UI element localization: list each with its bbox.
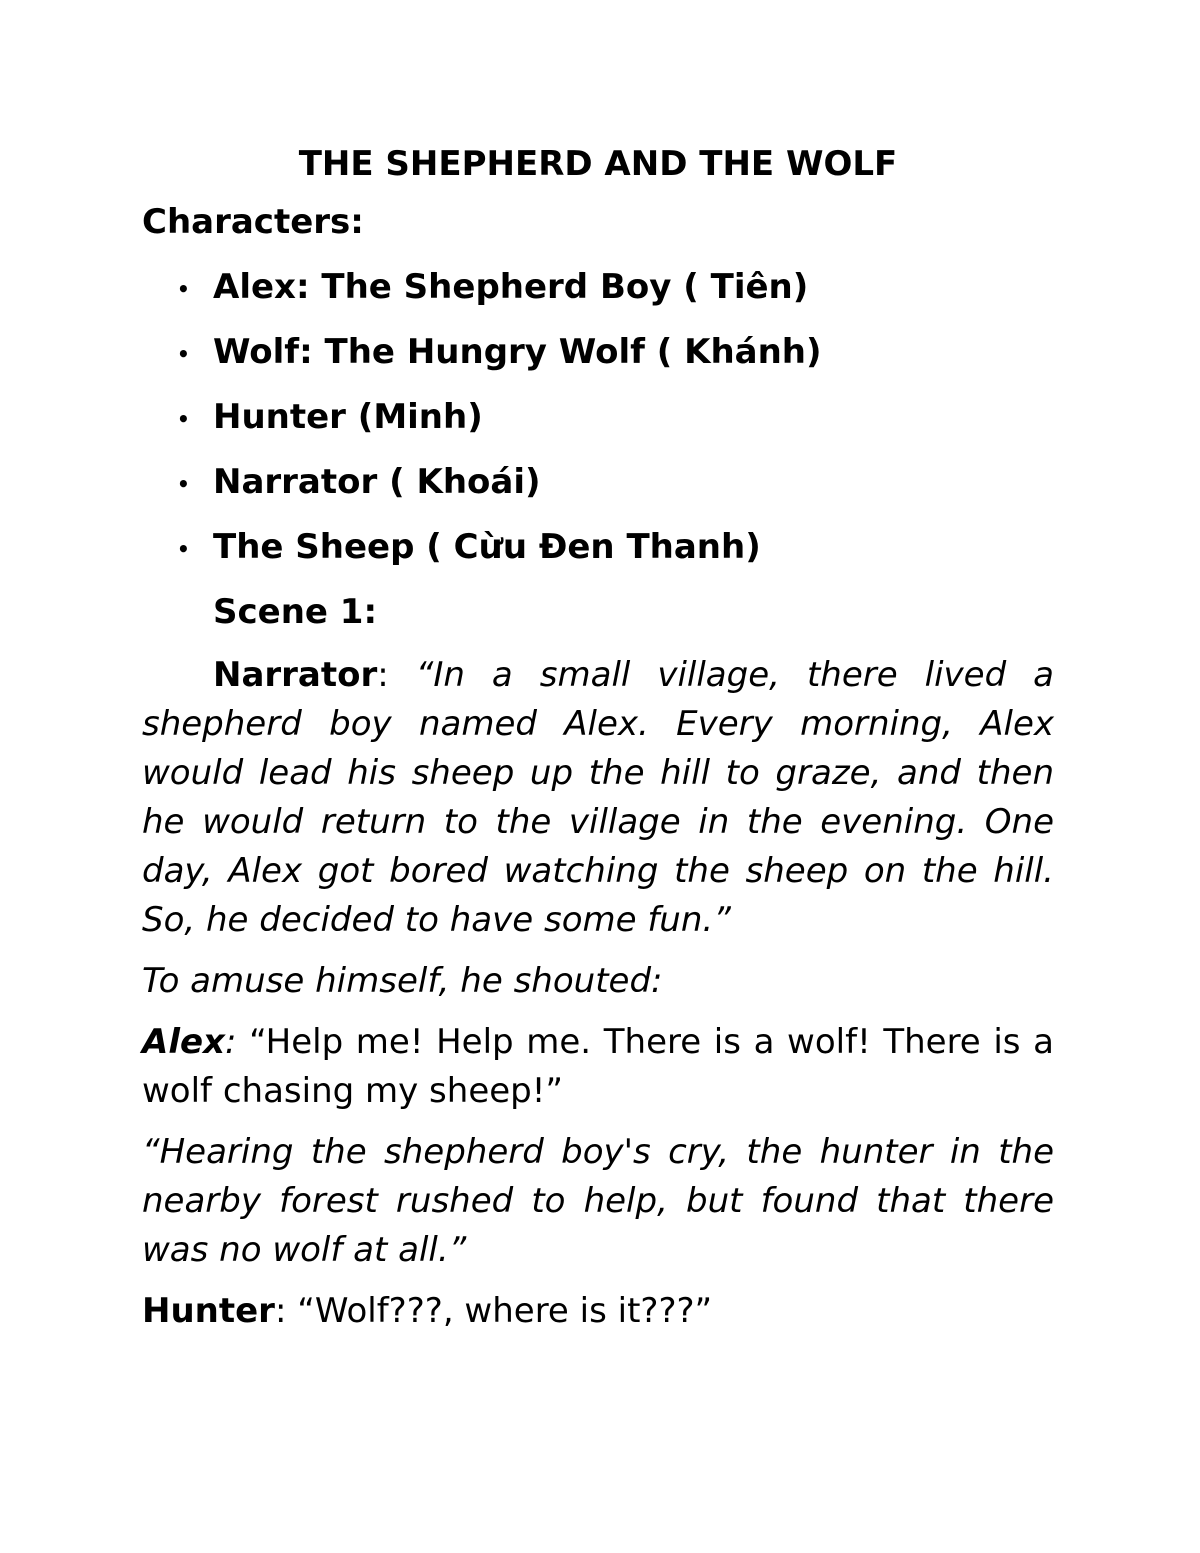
narration-paragraph: “Hearing the shepherd boy's cry, the hunter in the nearby forest rushed to help, but found that there was no wolf at all.” [142,1132,1054,1270]
scene-heading: Scene 1: [213,592,378,632]
alex-paragraph: Alex: “Help me! Help me. There is a wolf! There is a wolf chasing my sheep!” [142,1022,1055,1111]
list-item: • Narrator ( Khoái) [142,456,1054,508]
narrator-paragraph: Narrator: “In a small village, there lived a shepherd boy named Alex. Every morning, Alex would lead his sheep up the hill to graze, and then he would return to the village in the evening. One day, Alex got bored watching the sheep on the hill. So, he decided to have some fun.” [142,655,1055,940]
characters-heading: Characters: [142,202,364,242]
bullet-icon: • [177,277,190,301]
bullet-icon: • [177,537,190,561]
bullet-icon: • [177,342,190,366]
speaker-name: Narrator [213,655,378,695]
bullet-icon: • [177,407,190,431]
list-item: • Wolf: The Hungry Wolf ( Khánh) [142,326,1054,378]
dialogue-text: “Wolf???, where is it???” [297,1291,713,1331]
document-page [142,138,1054,1348]
list-item: • Hunter (Minh) [142,391,1054,443]
document-title: THE SHEPHERD AND THE WOLF [298,144,898,184]
speaker-name: Hunter [142,1291,275,1331]
hunter-paragraph: Hunter: “Wolf???, where is it???” [142,1291,713,1331]
bullet-icon: • [177,472,190,496]
list-item: • The Sheep ( Cừu Đen Thanh) [142,521,1054,573]
list-item: • Alex: The Shepherd Boy ( Tiên) [142,261,1054,313]
stage-direction: To amuse himself, he shouted: [142,961,663,1001]
speaker-name: Alex [142,1022,225,1062]
dialogue-text: “In a small village, there lived a shepherd boy named Alex. Every morning, Alex would lead his sheep up the hill to graze, and then he would return to the village in the evening. One day, Alex got bored watching the sheep on the hill. So, he decided to have some fun.” [142,655,1055,940]
dialogue-text: “Help me! Help me. There is a wolf! There is a wolf chasing my sheep!” [142,1022,1055,1111]
characters-list [142,261,1054,573]
